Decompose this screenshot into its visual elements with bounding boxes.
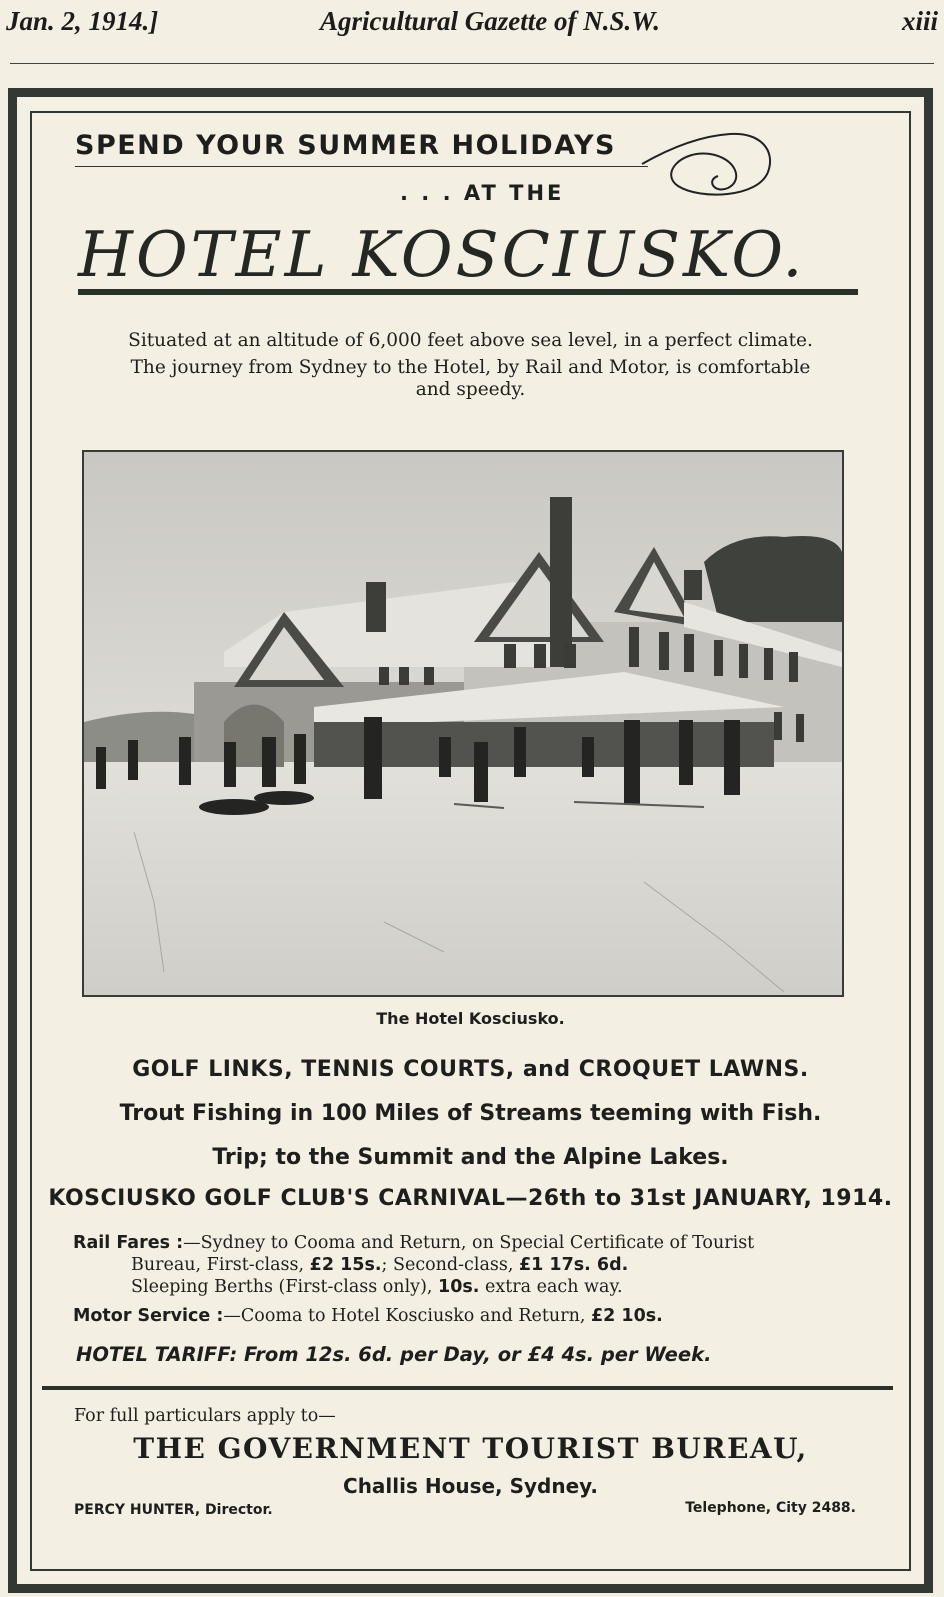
- bureau-name: THE GOVERNMENT TOURIST BUREAU,: [133, 1432, 808, 1465]
- rail-fares-label: Rail Fares :: [73, 1233, 184, 1253]
- carnival-line: KOSCIUSKO GOLF CLUB'S CARNIVAL—26th to 31st JANUARY, 1914.: [48, 1186, 893, 1211]
- motor-service: [73, 1306, 893, 1326]
- motor-fare: £2 10s.: [590, 1306, 663, 1326]
- telephone: Telephone, City 2488.: [685, 1500, 856, 1516]
- rail-fares-text: ; Second-class,: [381, 1255, 519, 1275]
- intro-text: [30, 327, 911, 403]
- motor-service-text: —Cooma to Hotel Kosciusko and Return,: [223, 1306, 591, 1326]
- hotel-title: HOTEL KOSCIUSKO.: [78, 218, 806, 291]
- header-rule: [10, 63, 934, 64]
- rail-fares-text: —Sydney to Cooma and Return, on Special Certificate of Tourist: [183, 1233, 755, 1253]
- issue-date: Jan. 2, 1914.]: [6, 6, 159, 36]
- at-the: . . . AT THE: [400, 181, 565, 205]
- amenity-line: GOLF LINKS, TENNIS COURTS, and CROQUET LAWNS.: [132, 1057, 809, 1082]
- intro-line: The journey from Sydney to the Hotel, by Rail and Motor, is comfortable: [130, 357, 811, 378]
- rail-fares-text: Sleeping Berths (First-class only),: [131, 1277, 439, 1297]
- title-underline: [78, 289, 858, 295]
- hotel-tariff: HOTEL TARIFF: From 12s. 6d. per Day, or £4 4s. per Week.: [76, 1343, 712, 1366]
- footer-rule: [42, 1386, 893, 1390]
- intro-line: Situated at an altitude of 6,000 feet above sea level, in a perfect climate.: [128, 330, 813, 351]
- page-number: xiii: [901, 6, 938, 36]
- bureau-address: Challis House, Sydney.: [343, 1474, 598, 1498]
- hotel-photo-illustration: [84, 452, 842, 995]
- director-name: PERCY HUNTER, Director.: [74, 1502, 273, 1518]
- second-class-fare: £1 17s. 6d.: [518, 1255, 629, 1275]
- headline-underline: [75, 166, 648, 167]
- hotel-photo: [82, 450, 844, 997]
- running-head: [0, 0, 944, 56]
- flourish-ornament: [640, 128, 780, 208]
- journal-title: Agricultural Gazette of N.S.W.: [320, 6, 661, 36]
- amenity-line: Trout Fishing in 100 Miles of Streams teeming with Fish.: [119, 1101, 822, 1126]
- motor-service-label: Motor Service :: [73, 1306, 224, 1326]
- apply-text: For full particulars apply to—: [74, 1406, 336, 1426]
- photo-caption: The Hotel Kosciusko.: [376, 1009, 565, 1028]
- rail-fares-text: extra each way.: [479, 1277, 623, 1297]
- berth-fare: 10s.: [438, 1277, 480, 1297]
- rail-fares: [73, 1232, 893, 1298]
- intro-line: and speedy.: [415, 379, 526, 400]
- headline: SPEND YOUR SUMMER HOLIDAYS: [75, 130, 617, 161]
- first-class-fare: £2 15s.: [309, 1255, 382, 1275]
- rail-fares-text: Bureau, First-class,: [131, 1255, 310, 1275]
- amenity-line: Trip; to the Summit and the Alpine Lakes.: [212, 1145, 729, 1170]
